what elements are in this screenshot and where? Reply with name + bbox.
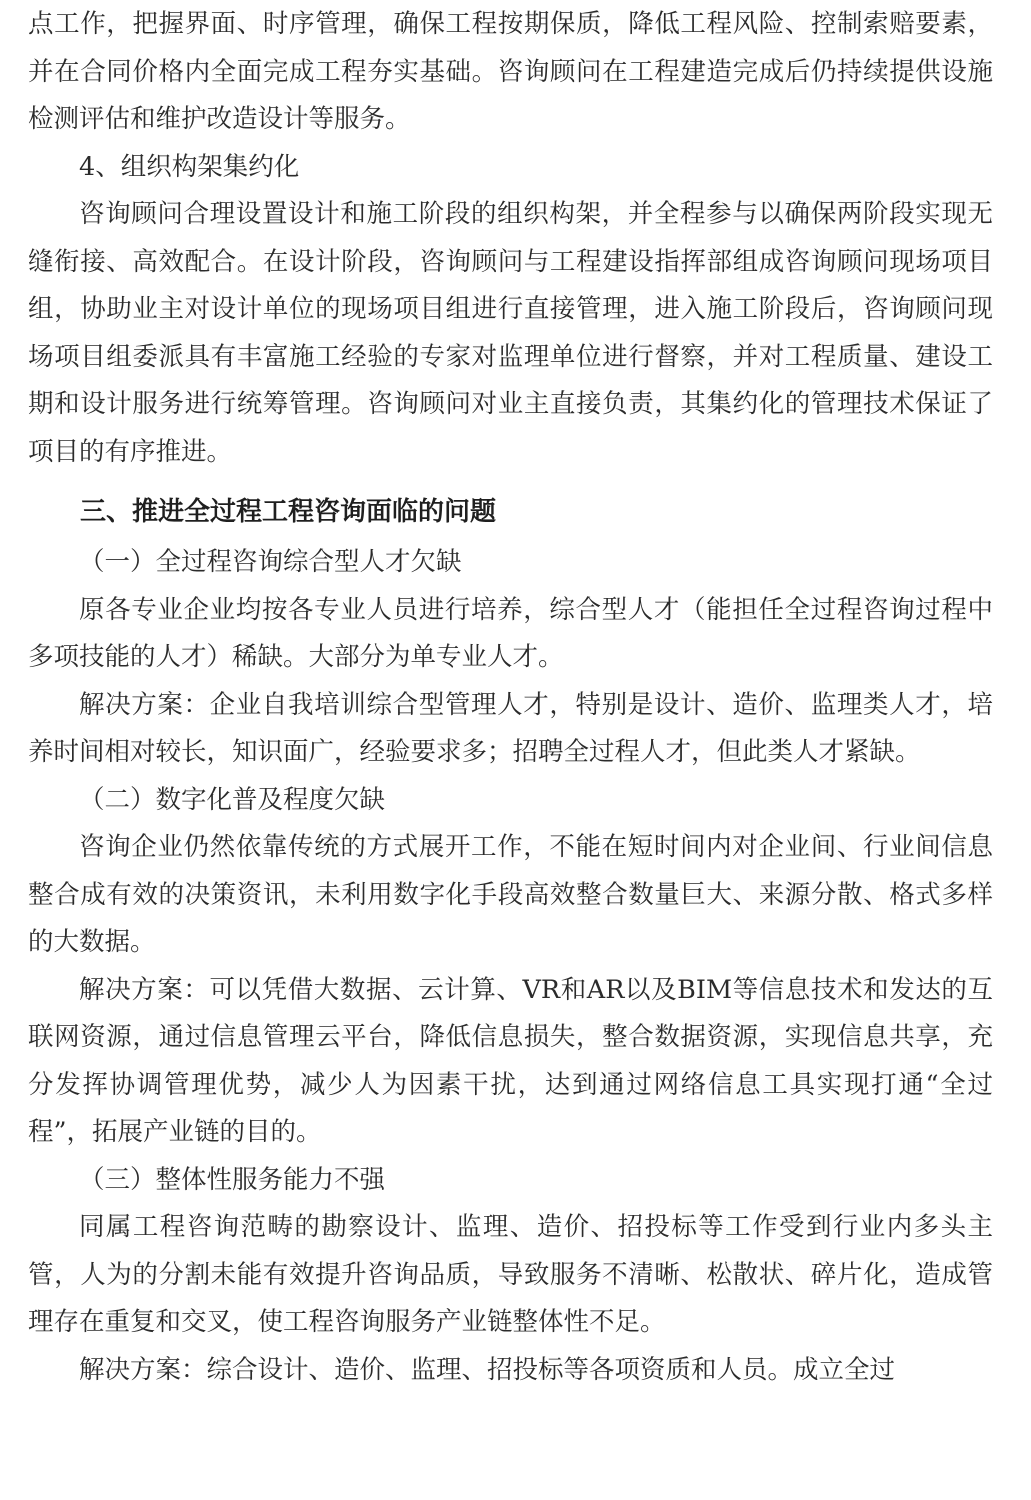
sub2-heading: （二）数字化普及程度欠缺 (79, 784, 386, 815)
sub1-heading: （一）全过程咨询综合型人才欠缺 (79, 547, 462, 577)
document-page (28, 0, 993, 1394)
sub2-solution: 解决方案：可以凭借大数据、云计算、VR和AR以及BIM等信息技术和发达的互联网资源，通过信息管理云平台，降低信息损失，整合数据资源，实现信息共享，充分发挥协调管理优势，减少人为因素干扰，达到通过网络信息工具实现打通“全过程”，拓展产业链的目的。 (28, 974, 993, 1147)
section3-heading: 三、推进全过程工程咨询面临的问题 (80, 497, 497, 527)
sub3-body: 同属工程咨询范畴的勘察设计、监理、造价、招投标等工作受到行业内多头主管，人为的分割未能有效提升咨询品质，导致服务不清晰、松散状、碎片化，造成管理存在重复和交叉，使工程咨询服务产业链整体性不足。 (28, 1212, 993, 1337)
item4-body: 咨询顾问合理设置设计和施工阶段的组织构架，并全程参与以确保两阶段实现无缝衔接、高效配合。在设计阶段，咨询顾问与工程建设指挥部组成咨询顾问现场项目组，协助业主对设计单位的现场项目组进行直接管理，进入施工阶段后，咨询顾问现场项目组委派具有丰富施工经验的专家对监理单位进行督察，并对工程质量、建设工期和设计服务进行统筹管理。咨询顾问对业主直接负责，其集约化的管理技术保证了项目的有序推进。 (28, 199, 993, 467)
sub1-body: 原各专业企业均按各专业人员进行培养，综合型人才（能担任全过程咨询过程中多项技能的人才）稀缺。大部分为单专业人才。 (28, 594, 993, 672)
sub2-body: 咨询企业仍然依靠传统的方式展开工作，不能在短时间内对企业间、行业间信息整合成有效的决策资讯，未利用数字化手段高效整合数量巨大、来源分散、格式多样的大数据。 (28, 832, 993, 957)
sub3-solution: 解决方案：综合设计、造价、监理、招投标等各项资质和人员。成立全过 (79, 1354, 896, 1385)
item4-heading: 4、组织构架集约化 (79, 151, 300, 182)
sub3-heading: （三）整体性服务能力不强 (79, 1164, 386, 1195)
paragraph-continued: 点工作，把握界面、时序管理，确保工程按期保质，降低工程风险、控制索赔要素，并在合同价格内全面完成工程夯实基础。咨询顾问在工程建造完成后仍持续提供设施检测评估和维护改造设计等服务。 (28, 9, 993, 134)
sub1-solution: 解决方案：企业自我培训综合型管理人才，特别是设计、造价、监理类人才，培养时间相对较长，知识面广，经验要求多；招聘全过程人才，但此类人才紧缺。 (28, 689, 993, 767)
